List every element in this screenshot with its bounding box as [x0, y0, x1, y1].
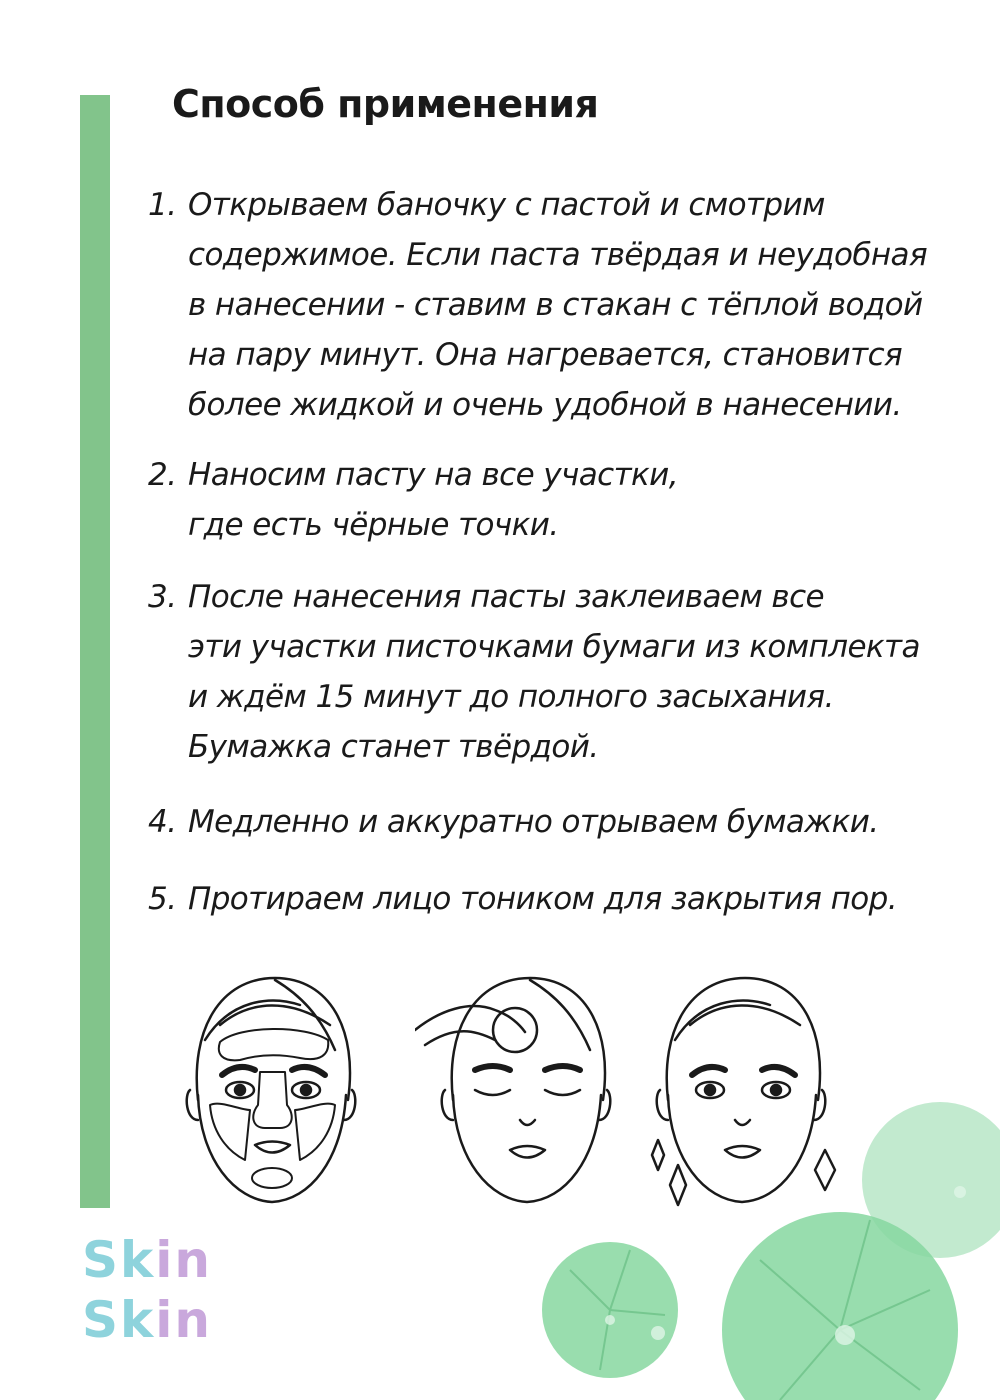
step-number: 3.: [148, 579, 177, 615]
logo-text: in: [155, 1291, 212, 1349]
step-text: [188, 874, 978, 924]
step-line: Открываем баночку с пастой и смотрим: [188, 187, 825, 223]
step-number: 4.: [148, 804, 177, 840]
logo-text: Sk: [82, 1291, 156, 1349]
skin-skin-logo: [82, 1230, 212, 1370]
step-text: [188, 180, 978, 430]
logo-text: Sk: [82, 1231, 156, 1289]
step-1: [148, 180, 978, 430]
page-title: Способ применения: [172, 82, 599, 126]
step-line: и ждём 15 минут до полного засыхания.: [188, 679, 834, 715]
step-4: [148, 797, 978, 847]
face-illustrations: [180, 970, 850, 1210]
step-line: где есть чёрные точки.: [188, 507, 559, 543]
step-line: содержимое. Если паста твёрдая и неудобная: [188, 237, 927, 273]
step-5: [148, 874, 978, 924]
steps-list: [148, 180, 978, 924]
step-line: более жидкой и очень удобной в нанесении.: [188, 387, 902, 423]
face-with-patches-icon: [180, 970, 360, 1210]
step-line: Наносим пасту на все участки,: [188, 457, 678, 493]
step-number: 2.: [148, 457, 177, 493]
step-line: Бумажка станет твёрдой.: [188, 729, 599, 765]
face-with-cotton-pad-icon: [415, 970, 615, 1210]
step-line: Медленно и аккуратно отрываем бумажки.: [188, 804, 879, 840]
step-number: 5.: [148, 881, 177, 917]
step-text: [188, 450, 978, 550]
step-text: [188, 572, 978, 772]
step-line: После нанесения пасты заклеиваем все: [188, 579, 824, 615]
logo-text: in: [155, 1231, 212, 1289]
face-with-sparkles-icon: [650, 970, 850, 1210]
logo-line: [82, 1230, 212, 1290]
step-line: эти участки писточками бумаги из комплекта: [188, 629, 920, 665]
logo-line: [82, 1290, 212, 1350]
accent-bar: [80, 95, 110, 1208]
step-line: в нанесении - ставим в стакан с тёплой водой: [188, 287, 923, 323]
step-line: на пару минут. Она нагревается, становится: [188, 337, 903, 373]
step-text: [188, 797, 978, 847]
step-number: 1.: [148, 187, 177, 223]
step-line: Протираем лицо тоником для закрытия пор.: [188, 881, 897, 917]
step-3: [148, 572, 978, 772]
step-2: [148, 450, 978, 550]
